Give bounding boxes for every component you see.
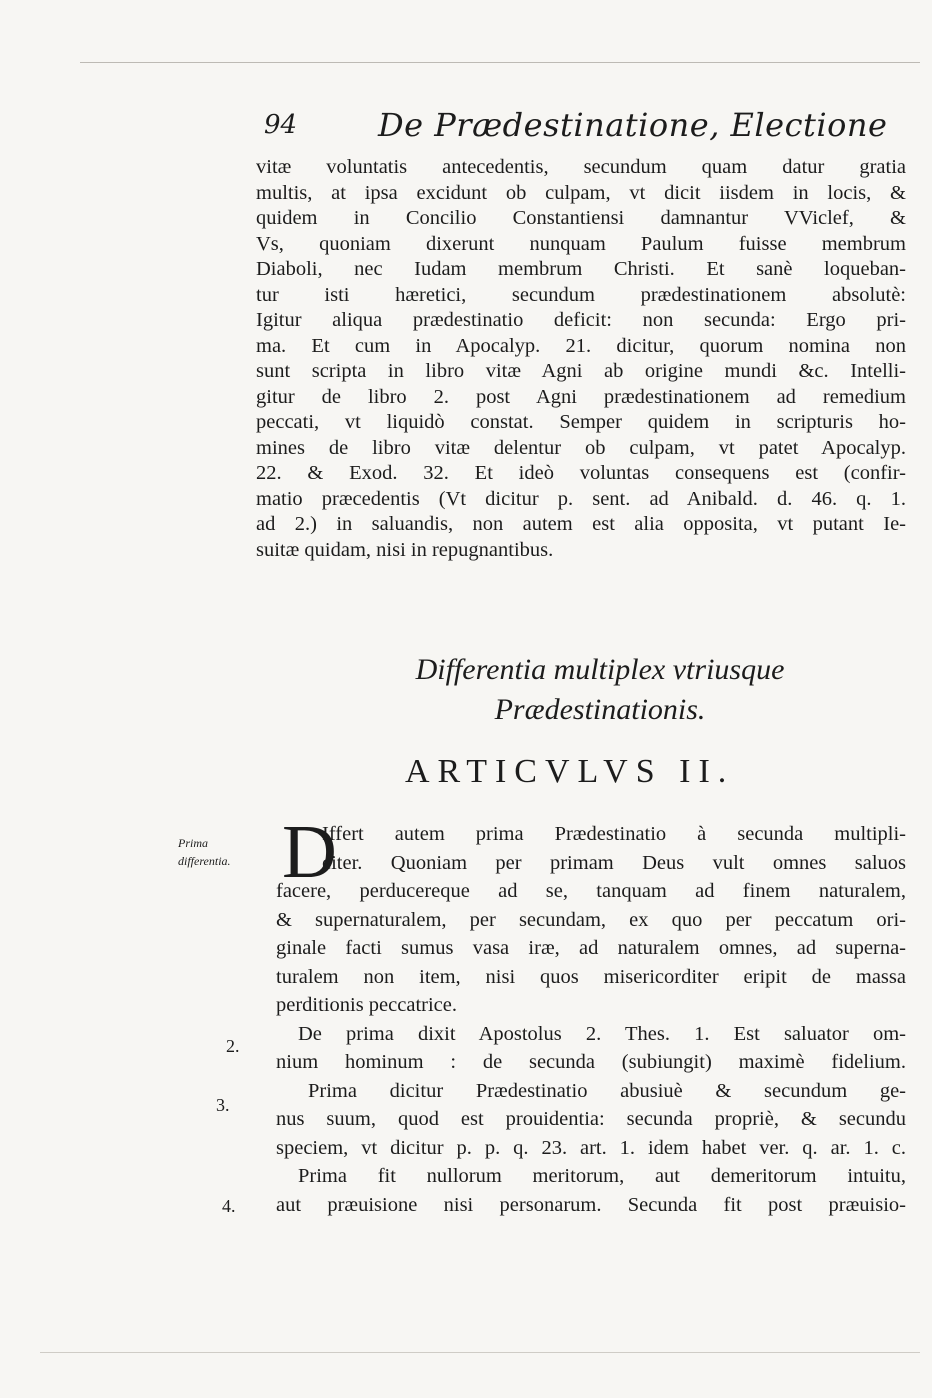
text-line: Diaboli, nec Iudam membrum Christi. Et sanè loqueban-: [256, 258, 906, 280]
text-line: Prima dicitur Prædestinatio abusiuè & secundum ge-: [308, 1079, 906, 1102]
section-heading-line-1: Differentia multiplex vtriusque: [415, 653, 785, 686]
text-line: gitur de libro 2. post Agni prædestinationem ad remedium: [256, 385, 906, 408]
paragraph-continued: [256, 155, 906, 563]
text-line: citer. Quoniam per primam Deus vult omnes saluos: [322, 851, 906, 874]
margin-marker: 4.: [222, 1196, 236, 1216]
section-heading-line-2: Prædestinationis.: [494, 693, 706, 726]
text-line: De prima dixit Apostolus 2. Thes. 1. Est saluator om-: [298, 1022, 906, 1045]
text-line: sunt scripta in libro vitæ Agni ab origine mundi &c. Intelli-: [256, 360, 906, 382]
text-line: 22. & Exod. 32. Et ideò voluntas consequens est (confir-: [256, 462, 906, 484]
text-line: vitæ voluntatis antecedentis, secundum quam datur gratia: [256, 156, 906, 178]
text-line: ginale facti sumus vasa iræ, ad naturalem omnes, ad superna-: [276, 937, 906, 959]
page-header: [250, 108, 890, 152]
text-line: nus suum, quod est prouidentia: secunda propriè, & secundu: [276, 1108, 906, 1130]
text-line: mines de libro vitæ delentur ob culpam, vt patet Apocalyp.: [256, 436, 906, 459]
text-line: facere, perducereque ad se, tanquam ad finem naturalem,: [276, 880, 906, 902]
text-line: matio præcedentis (Vt dicitur p. sent. ad Anibald. d. 46. q. 1.: [256, 487, 906, 510]
text-line: aut præuisione nisi personarum. Secunda fit post præuisio-: [276, 1193, 906, 1216]
text-line: turalem non item, nisi quos misericorditer eripit de massa: [276, 965, 906, 988]
text-line: peccati, vt liquidò constat. Semper quidem in scripturis ho-: [256, 411, 906, 433]
text-line: Vs, quoniam dixerunt nunquam Paulum fuisse membrum: [256, 232, 906, 255]
running-title: De Prædestinatione, Electione: [378, 106, 888, 144]
text-line: multis, at ipsa excidunt ob culpam, vt dicit iisdem in locis, &: [256, 181, 906, 204]
section-heading: [300, 650, 900, 730]
text-line: Iffert autem prima Prædestinatio à secunda multipli-: [322, 823, 906, 845]
text-line: Prima fit nullorum meritorum, aut demeritorum intuitu,: [298, 1165, 906, 1187]
text-line: ma. Et cum in Apocalyp. 21. dicitur, quorum nomina non: [256, 334, 906, 357]
page-number: 94: [264, 110, 298, 140]
text-line: perditionis peccatrice.: [276, 994, 457, 1016]
text-line: suitæ quidam, nisi in repugnantibus.: [256, 538, 554, 561]
margin-note: Prima differentia.: [178, 836, 231, 868]
margin-marker: 3.: [216, 1095, 230, 1115]
text-line: ad 2.) in saluandis, non autem est alia opposita, vt putant Ie-: [256, 513, 906, 535]
text-line: speciem, vt dicitur p. p. q. 23. art. 1. idem habet ver. q. ar. 1. c.: [276, 1136, 906, 1159]
text-line: tur isti hæretici, secundum prædestinationem absolutè:: [256, 283, 906, 306]
article-heading: ARTICVLVS II.: [405, 753, 735, 790]
dropcap-letter: D: [282, 810, 337, 894]
text-line: quidem in Concilio Constantiensi damnantur VViclef, &: [256, 207, 906, 229]
text-line: nium hominum : de secunda (subiungit) maximè fidelium.: [276, 1051, 906, 1073]
scan-edge-bottom: [40, 1352, 920, 1353]
text-line: & supernaturalem, per secundam, ex quo per peccatum ori-: [276, 908, 906, 931]
margin-marker: 2.: [226, 1036, 240, 1056]
text-line: Igitur aliqua prædestinatio deficit: non secunda: Ergo pri-: [256, 309, 906, 331]
article-body: [276, 820, 906, 1219]
scan-edge-top: [80, 62, 920, 63]
